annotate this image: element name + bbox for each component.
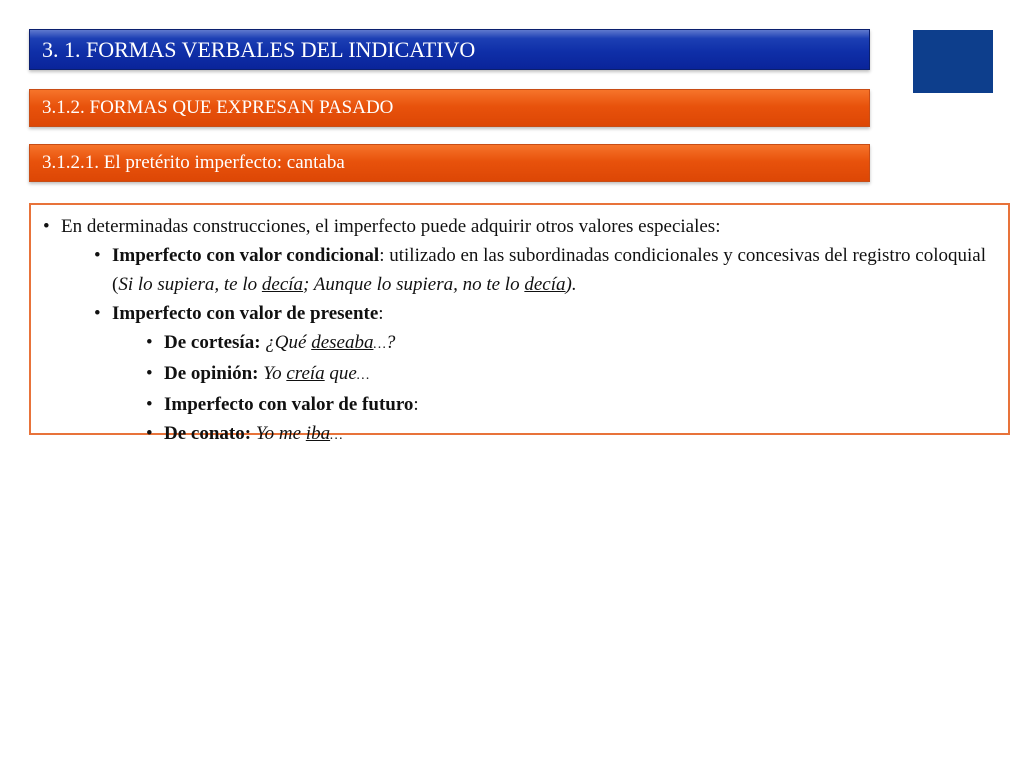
subsection-bar bbox=[29, 144, 870, 182]
section-title: 3.1.2. FORMAS QUE EXPRESAN PASADO bbox=[42, 97, 394, 118]
bullet-conato bbox=[43, 419, 996, 450]
example-text: Yo creía que… bbox=[263, 363, 370, 384]
title-bar bbox=[29, 29, 870, 70]
bullet-opinion bbox=[43, 359, 996, 390]
example-text: Si lo supiera, te lo decía; Aunque lo supiera, no te lo decía). bbox=[118, 274, 577, 295]
slide-title: 3. 1. FORMAS VERBALES DEL INDICATIVO bbox=[42, 36, 476, 62]
bullet-list bbox=[43, 212, 996, 450]
bullet-futuro: • Imperfecto con valor de futuro: bbox=[43, 390, 996, 419]
futuro-label: Imperfecto con valor de futuro bbox=[164, 394, 414, 415]
conato-label: De conato: bbox=[164, 423, 252, 444]
conditional-label: Imperfecto con valor condicional bbox=[112, 245, 380, 266]
cortesia-label: De cortesía: bbox=[164, 332, 261, 353]
bullet-intro: • En determinadas construcciones, el imperfecto puede adquirir otros valores especiales: bbox=[43, 212, 996, 241]
present-label: Imperfecto con valor de presente bbox=[112, 303, 379, 324]
example-text: ¿Qué deseaba…? bbox=[265, 332, 396, 353]
section-bar bbox=[29, 89, 870, 127]
corner-logo-block bbox=[913, 30, 993, 93]
opinion-label: De opinión: bbox=[164, 363, 259, 384]
content-box bbox=[29, 203, 1010, 444]
subsection-title: 3.1.2.1. El pretérito imperfecto: cantaba bbox=[42, 152, 345, 173]
bullet-present: • Imperfecto con valor de presente: bbox=[43, 299, 996, 328]
bullet-conditional: • Imperfecto con valor condicional: utilizado en las subordinadas condicionales y concesivas del registro coloquial (Si lo supiera, te lo decía; Aunque lo supiera, no te lo decía). bbox=[43, 241, 996, 299]
bullet-cortesia bbox=[43, 328, 996, 359]
example-text: Yo me iba… bbox=[255, 423, 343, 444]
